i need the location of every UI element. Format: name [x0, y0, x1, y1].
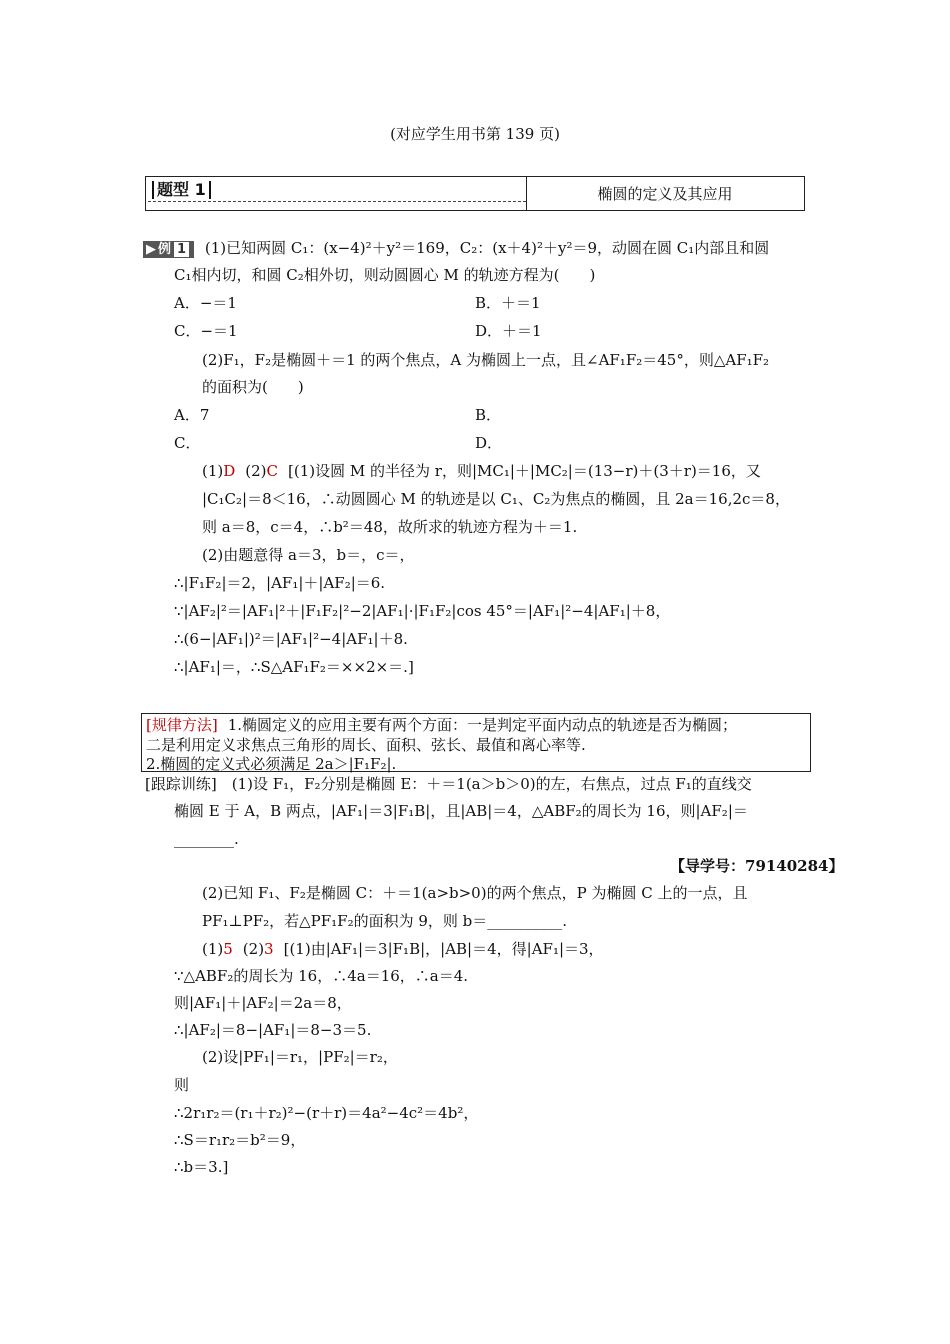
training-solution-line-2: ∵△ABF₂的周长为 16，∴4a＝16，∴a＝4. — [174, 967, 469, 985]
question-type-box — [145, 176, 805, 211]
training-solution-line-5: (2)设|PF₁|＝r₁，|PF₂|＝r₂， — [202, 1048, 398, 1066]
option-a-2: A．7 — [174, 406, 210, 424]
training-line-1: [跟踪训练] (1)设 F₁，F₂分别是椭圆 E：＋＝1(a＞b＞0)的左，右焦点，过点 F₁的直线交 — [145, 775, 752, 793]
example-tag — [143, 241, 194, 258]
answer-1-label: (1) — [202, 462, 224, 480]
training-line-2: 椭圆 E 于 A，B 两点，|AF₁|＝3|F₁B|，且|AB|＝4，△ABF₂的周长为 16，则|AF₂|＝ — [174, 802, 748, 820]
training-solution-line-1 — [202, 939, 604, 959]
option-b-2: B． — [475, 406, 502, 424]
option-c-2: C． — [174, 434, 201, 452]
solution-line-6: ∵|AF₂|²＝|AF₁|²＋|F₁F₂|²−2|AF₁|·|F₁F₂|cos 45°＝|AF₁|²−4|AF₁|＋8， — [174, 602, 671, 620]
question-2-text: (2)F₁，F₂是椭圆＋＝1 的两个焦点，A 为椭圆上一点，且∠AF₁F₂＝45°，则△AF₁F₂ — [202, 351, 770, 369]
solution-line-8: ∴|AF₁|＝，∴S△AF₁F₂＝××2×＝.] — [174, 658, 414, 676]
solution-line-3: 则 a＝8，c＝4，∴b²＝48，故所求的轨迹方程为＋＝1. — [202, 518, 578, 536]
question-1-text-cont: C₁相内切，和圆 C₂相外切，则动圆圆心 M 的轨迹方程为( ) — [174, 266, 596, 284]
solution-line-2: |C₁C₂|＝8＜16，∴动圆圆心 M 的轨迹是以 C₁、C₂为焦点的椭圆，且 2a＝16,2c＝8， — [202, 490, 790, 508]
solution-line-7: ∴(6−|AF₁|)²＝|AF₁|²−4|AF₁|＋8. — [174, 630, 408, 648]
method-text-1: 1.椭圆定义的应用主要有两个方面：一是判定平面内动点的轨迹是否为椭圆； — [227, 716, 738, 734]
example-tag-label: 例 — [158, 242, 172, 257]
page-reference: (对应学生用书第 139 页) — [390, 125, 560, 143]
option-c: C．−＝1 — [174, 322, 238, 340]
training-line-3: ________. — [174, 830, 239, 848]
option-b: B．＋＝1 — [475, 294, 541, 312]
option-d-2: D． — [475, 434, 503, 452]
answer-2-label: (2) — [245, 462, 267, 480]
training-answer-1-label: (1) — [202, 940, 224, 958]
answer-2: C — [266, 462, 279, 480]
example-line-1 — [143, 238, 769, 258]
training-solution-text: [(1)由|AF₁|＝3|F₁B|，|AB|＝4，得|AF₁|＝3， — [283, 940, 604, 958]
triangle-icon: ▶ — [146, 242, 156, 257]
method-line-3: 2.椭圆的定义式必须满足 2a＞|F₁F₂|. — [146, 755, 397, 773]
training-answer-2-label: (2) — [242, 940, 265, 958]
training-answer-2: 3 — [264, 940, 274, 958]
option-d: D．＋＝1 — [475, 322, 542, 340]
solution-text: [(1)设圆 M 的半径为 r，则|MC₁|＋|MC₂|＝(13−r)＋(3＋r)＝16，又 — [288, 462, 761, 480]
guide-number: 【导学号：79140284】 — [670, 857, 844, 875]
example-tag-number: 1 — [174, 242, 189, 257]
method-line-1 — [146, 714, 737, 735]
dashed-divider — [148, 201, 526, 202]
training-solution-line-8: ∴S＝r₁r₂＝b²＝9， — [174, 1131, 306, 1149]
question-2-text-cont: 的面积为( ) — [202, 378, 304, 396]
training-answer-1: 5 — [223, 940, 233, 958]
question-type-title: 椭圆的定义及其应用 — [597, 185, 733, 203]
question-1-text: (1)已知两圆 C₁：(x−4)²＋y²＝169，C₂：(x＋4)²＋y²＝9，动圆在圆 C₁内部且和圆 — [204, 239, 770, 257]
option-a: A．−＝1 — [174, 294, 237, 312]
training-solution-line-6: 则 — [174, 1076, 190, 1094]
answer-1: D — [223, 462, 236, 480]
solution-line-5: ∴|F₁F₂|＝2，|AF₁|＋|AF₂|＝6. — [174, 574, 386, 592]
method-tag: [规律方法] — [146, 716, 218, 734]
training-solution-line-9: ∴b＝3.] — [174, 1158, 229, 1176]
training-solution-line-7: ∴2r₁r₂＝(r₁＋r₂)²−(r＋r)＝4a²−4c²＝4b²， — [174, 1104, 479, 1122]
training-solution-line-3: 则|AF₁|＋|AF₂|＝2a＝8， — [174, 994, 352, 1012]
training-solution-line-4: ∴|AF₂|＝8−|AF₁|＝8−3＝5. — [174, 1021, 372, 1039]
training-line-5: PF₁⊥PF₂，若△PF₁F₂的面积为 9，则 b＝__________. — [202, 912, 568, 930]
solution-line-1 — [202, 461, 761, 481]
solution-line-4: (2)由题意得 a＝3，b＝，c＝， — [202, 546, 415, 564]
training-line-4: (2)已知 F₁、F₂是椭圆 C：＋＝1(a>b>0)的两个焦点，P 为椭圆 C 上的一点，且 — [202, 884, 748, 902]
method-box — [141, 713, 811, 772]
method-line-2: 二是利用定义求焦点三角形的周长、面积、弦长、最值和离心率等. — [146, 736, 586, 754]
question-type-tag: 题型 1 — [152, 181, 211, 199]
